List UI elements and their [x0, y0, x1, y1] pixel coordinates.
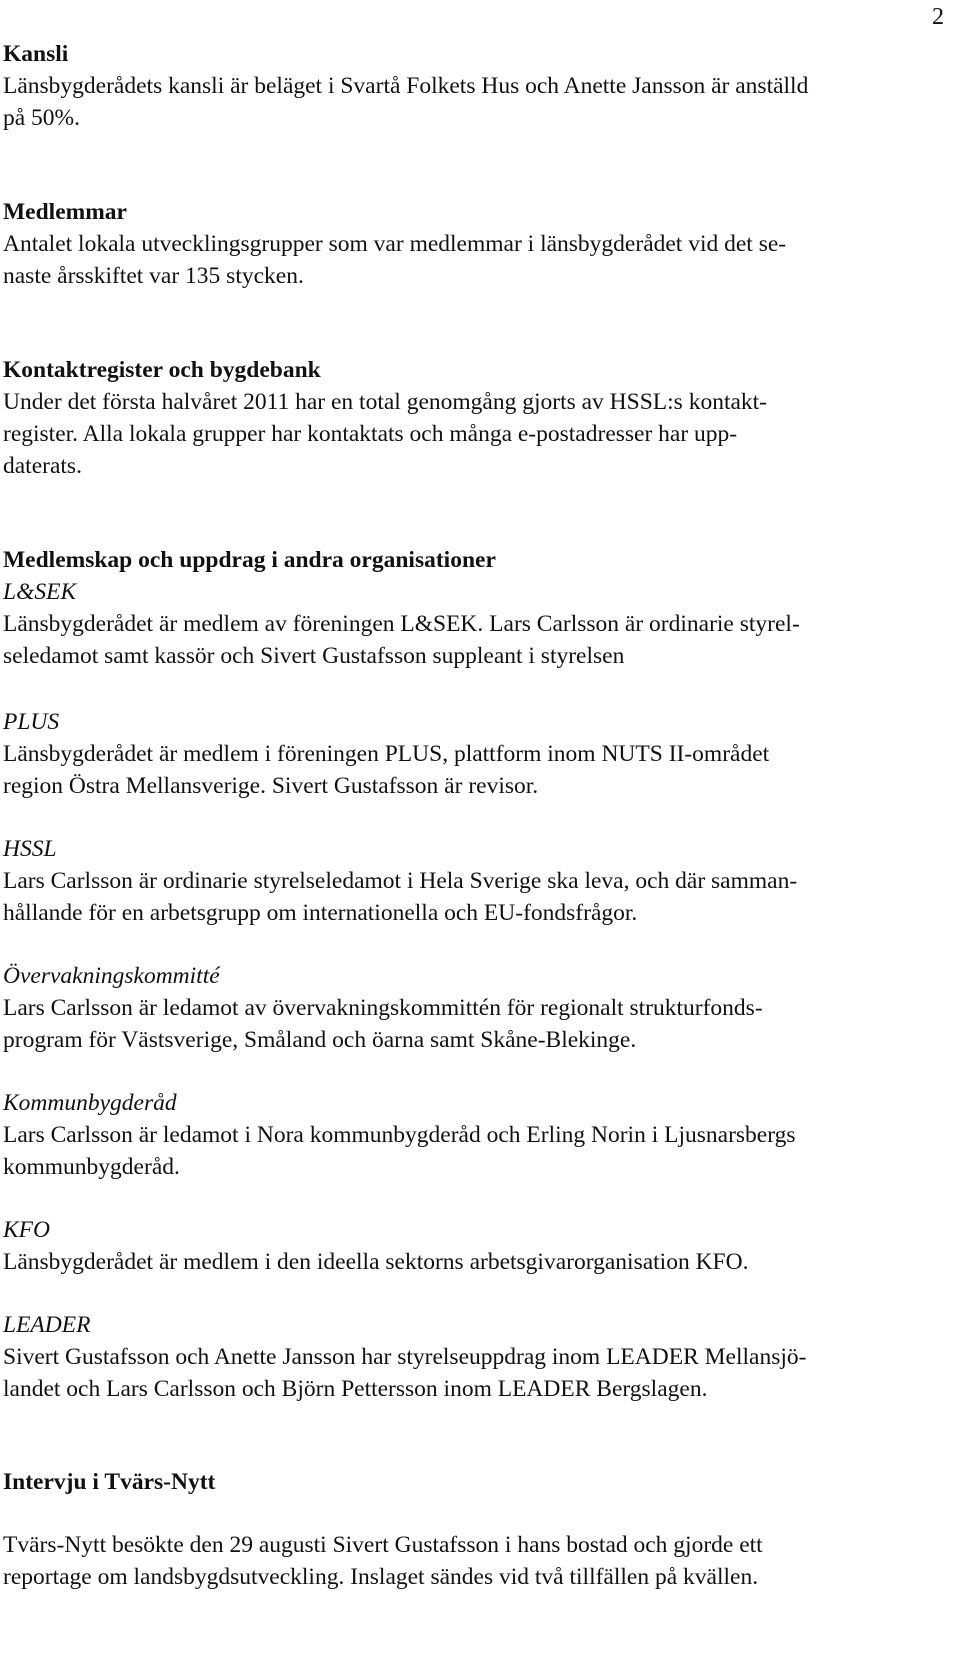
subsection-kommunbygderad — [3, 1087, 953, 1183]
paragraph-line: reportage om landsbygdsutveckling. Inslaget sändes vid två tillfällen på kvällen. — [3, 1564, 759, 1590]
heading-kansli: Kansli — [3, 41, 69, 67]
paragraph-line: Lars Carlsson är ordinarie styrelseledamot i Hela Sverige ska leva, och där samman- — [3, 868, 798, 894]
subsection-hssl — [3, 833, 953, 929]
subheading-plus: PLUS — [3, 709, 60, 735]
subsection-kfo — [3, 1214, 953, 1278]
paragraph-line: Tvärs-Nytt besökte den 29 augusti Sivert Gustafsson i hans bostad och gjorde ett — [3, 1532, 763, 1558]
subheading-kfo: KFO — [3, 1217, 50, 1243]
paragraph-line: region Östra Mellansverige. Sivert Gustafsson är revisor. — [3, 773, 539, 799]
paragraph-line: Lars Carlsson är ledamot i Nora kommunbygderåd och Erling Norin i Ljusnarsbergs — [3, 1122, 796, 1148]
paragraph-line: program för Västsverige, Småland och öarna samt Skåne-Blekinge. — [3, 1027, 637, 1053]
section-medlemmar — [3, 196, 953, 292]
subheading-lsek: L&SEK — [3, 579, 77, 605]
paragraph-line: daterats. — [3, 453, 82, 479]
paragraph-line: på 50%. — [3, 105, 81, 131]
subheading-leader: LEADER — [3, 1312, 91, 1338]
subheading-kommunbygderad: Kommunbygderåd — [3, 1090, 177, 1116]
paragraph-line: Länsbygderådets kansli är beläget i Svartå Folkets Hus och Anette Jansson är anställd — [3, 73, 809, 99]
heading-medlemmar: Medlemmar — [3, 199, 127, 225]
paragraph-line: Sivert Gustafsson och Anette Jansson har styrelseuppdrag inom LEADER Mellansjö- — [3, 1344, 807, 1370]
subsection-lsek — [3, 576, 953, 672]
subheading-hssl: HSSL — [3, 836, 57, 862]
paragraph-line: Länsbygderådet är medlem av föreningen L&SEK. Lars Carlsson är ordinarie styrel- — [3, 611, 800, 637]
subsection-overvakningskommitte — [3, 960, 953, 1056]
paragraph-line: Under det första halvåret 2011 har en total genomgång gjorts av HSSL:s kontakt- — [3, 389, 768, 415]
paragraph-line: Länsbygderådet är medlem i föreningen PLUS, plattform inom NUTS II-området — [3, 741, 770, 767]
paragraph-line: register. Alla lokala grupper har kontaktats och många e-postadresser har upp- — [3, 421, 738, 447]
paragraph-line: kommunbygderåd. — [3, 1154, 180, 1180]
paragraph-line: Antalet lokala utvecklingsgrupper som var medlemmar i länsbygderådet vid det se- — [3, 231, 787, 257]
paragraph-line: naste årsskiftet var 135 stycken. — [3, 263, 304, 289]
paragraph-line: Länsbygderådet är medlem i den ideella sektorns arbetsgivarorganisation KFO. — [3, 1249, 749, 1275]
paragraph-line: Lars Carlsson är ledamot av övervakningskommittén för regionalt strukturfonds- — [3, 995, 763, 1021]
document-body — [3, 38, 953, 1593]
subsection-leader — [3, 1309, 953, 1405]
paragraph-line: landet och Lars Carlsson och Björn Pettersson inom LEADER Bergslagen. — [3, 1376, 708, 1402]
section-kansli — [3, 38, 953, 134]
subsection-plus — [3, 706, 953, 802]
subheading-overvakningskommitte: Övervakningskommitté — [3, 963, 220, 989]
section-intervju — [3, 1466, 953, 1593]
section-kontaktregister — [3, 354, 953, 482]
heading-medlemskap: Medlemskap och uppdrag i andra organisationer — [3, 547, 496, 573]
heading-intervju: Intervju i Tvärs-Nytt — [3, 1469, 216, 1495]
heading-kontaktregister: Kontaktregister och bygdebank — [3, 357, 321, 383]
section-medlemskap — [3, 544, 953, 1405]
paragraph-line: seledamot samt kassör och Sivert Gustafsson suppleant i styrelsen — [3, 643, 625, 669]
page-number: 2 — [932, 4, 944, 30]
paragraph-line: hållande för en arbetsgrupp om internationella och EU-fondsfrågor. — [3, 900, 638, 926]
